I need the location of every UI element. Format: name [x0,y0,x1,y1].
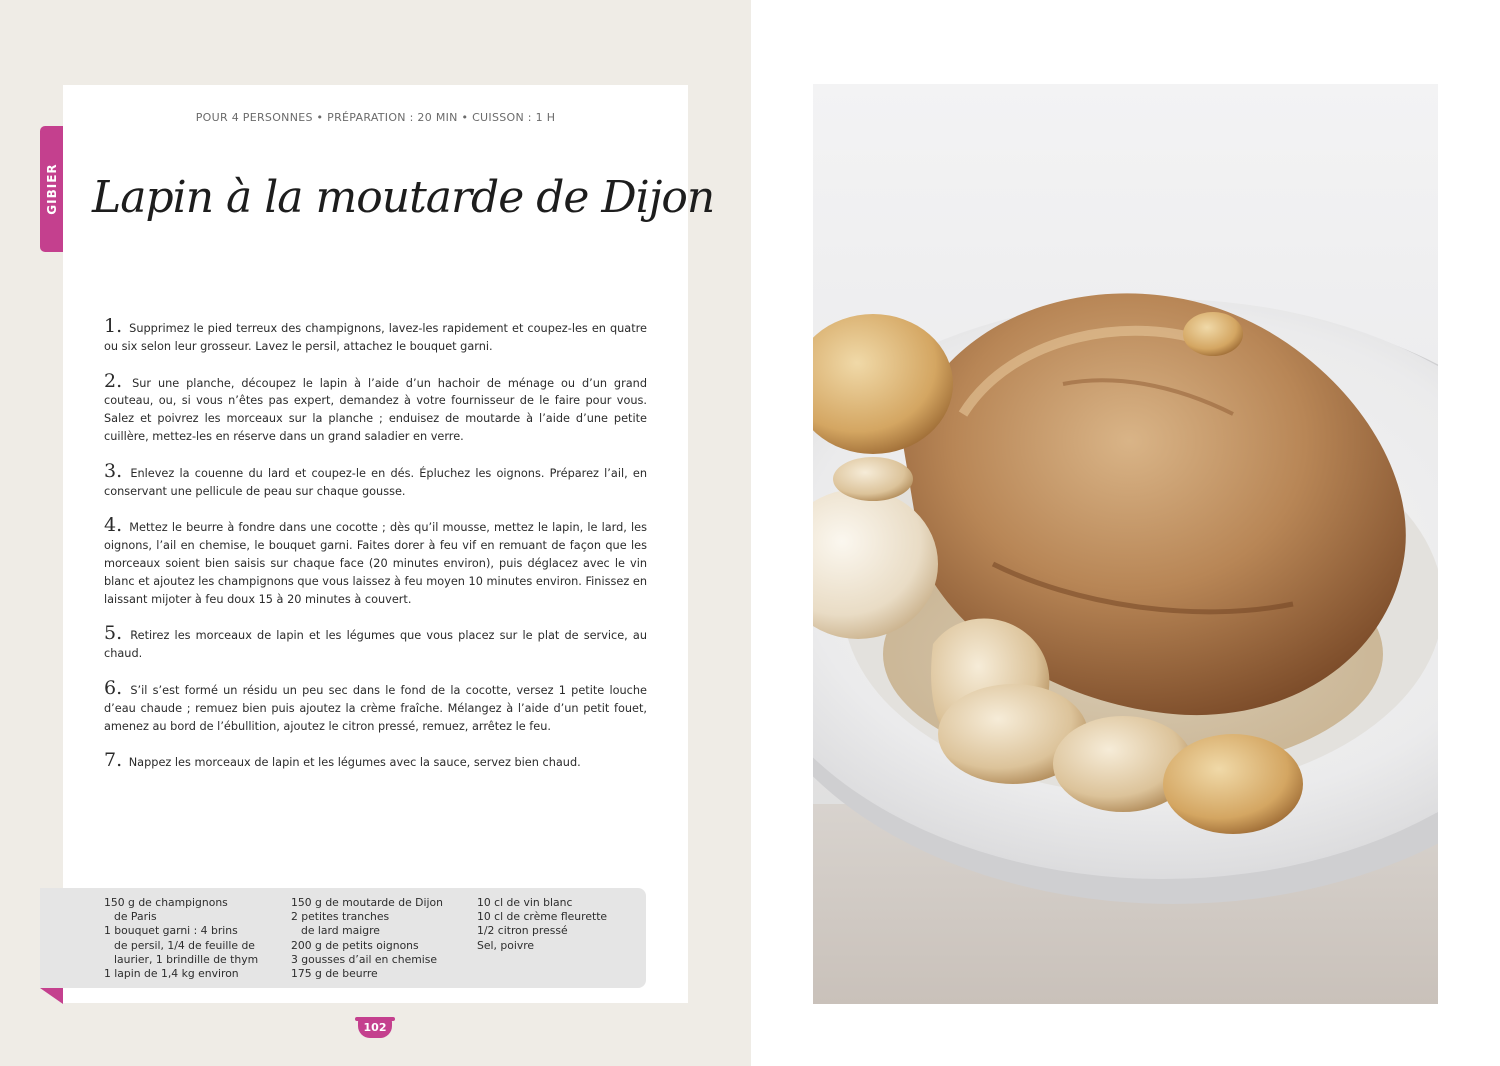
ingredient-line: 10 cl de vin blanc [477,896,573,909]
recipe-title: Lapin à la moutarde de Dijon [92,172,715,223]
step-1 [104,315,647,356]
ingredients-column-1 [104,896,258,981]
step-number: 7. [104,749,123,772]
step-text: Sur une planche, découpez le lapin à l’aide d’un hachoir de ménage ou d’un grand couteau, ou, si vous n’êtes pas expert, demandez à votre fournisseur de le faire pour vous. Salez et poivrez les morceaux sur la planche ; enduisez de moutarde à l’aide d’une petite cuillère, mettez-les en réserve dans un grand saladier en verre. [104,376,648,443]
step-text: S’il s’est formé un résidu un peu sec dans le fond de la cocotte, versez 1 petite louche d’eau chaude ; remuez bien puis ajoutez la crème fraîche. Mélangez à l’aide d’un petit fouet, amenez au bord de l’ébullition, ajoutez le citron pressé, remuez, arrêtez le feu. [104,683,647,733]
ingredient-line: 1 lapin de 1,4 kg environ [104,967,239,981]
step-text: Mettez le beurre à fondre dans une cocotte ; dès qu’il mousse, mettez le lapin, le lard, les oignons, l’ail en chemise, le bouquet garni. Faites dorer à feu vif en remuant de façon que les morceaux soient bien saisis sur chaque face (20 minutes environ), puis déglacez avec le vin blanc et ajoutez les champignons que vous laissez à feu moyen 10 minutes environ. Finissez en laissant mijoter à feu doux 15 à 20 minutes à couvert. [104,521,648,606]
step-number: 6. [104,676,123,699]
step-text: Nappez les morceaux de lapin et les légumes avec la sauce, servez bien chaud. [128,756,581,770]
ingredient-line: 2 petites tranches [291,910,390,924]
section-tab [40,126,63,252]
ingredients-fold-corner [40,988,63,1004]
step-number: 5. [104,622,123,645]
ingredient-line: 200 g de petits oignons [291,938,419,952]
page-number: 102 [363,1021,387,1034]
ingredient-line: 1 bouquet garni : 4 brins [104,924,238,938]
step-4 [104,514,648,608]
step-5 [104,622,647,663]
step-2 [104,369,648,446]
ingredients-column-2 [291,896,443,981]
ingredient-line: 1/2 citron pressé [477,924,568,938]
step-number: 2. [104,369,123,392]
ingredients-box [40,888,646,988]
ingredient-line: 175 g de beurre [291,967,378,981]
ingredient-line: 150 g de moutarde de Dijon [291,896,443,909]
ingredient-line: Sel, poivre [477,938,535,952]
step-3 [104,459,647,501]
dish-photo [813,84,1438,1004]
ingredient-line: de Paris [114,910,157,924]
recipe-steps [104,315,648,789]
section-tab-label: GIBIER [44,163,59,215]
step-number: 3. [104,459,123,482]
step-7 [104,749,647,772]
step-text: Enlevez la couenne du lard et coupez-le en dés. Épluchez les oignons. Préparez l’ail, en conservant une pellicule de peau sur chaque gousse. [104,466,647,498]
ingredient-line: de lard maigre [301,924,380,938]
step-text: Retirez les morceaux de lapin et les légumes que vous placez sur le plat de service, au chaud. [104,629,647,661]
step-number: 4. [104,514,123,537]
ingredient-line: 150 g de champignons [104,896,228,909]
ingredient-line: 10 cl de crème fleurette [477,910,608,924]
dish-photo-rabbit-mustard-icon [813,84,1438,1004]
step-number: 1. [104,315,123,337]
ingredients-column-3 [477,896,607,953]
recipe-meta: POUR 4 PERSONNES • PRÉPARATION : 20 MIN • CUISSON : 1 H [195,111,556,124]
step-text: Supprimez le pied terreux des champignons, lavez-les rapidement et coupez-les en quatre ou six selon leur grosseur. Lavez le persil, attachez le bouquet garni. [104,322,647,353]
ingredient-line: laurier, 1 brindille de thym [114,952,259,966]
page-number-badge [355,1016,395,1040]
ingredient-line: 3 gousses d’ail en chemise [291,952,438,966]
ingredient-line: de persil, 1/4 de feuille de [114,938,255,952]
step-6 [104,676,647,735]
